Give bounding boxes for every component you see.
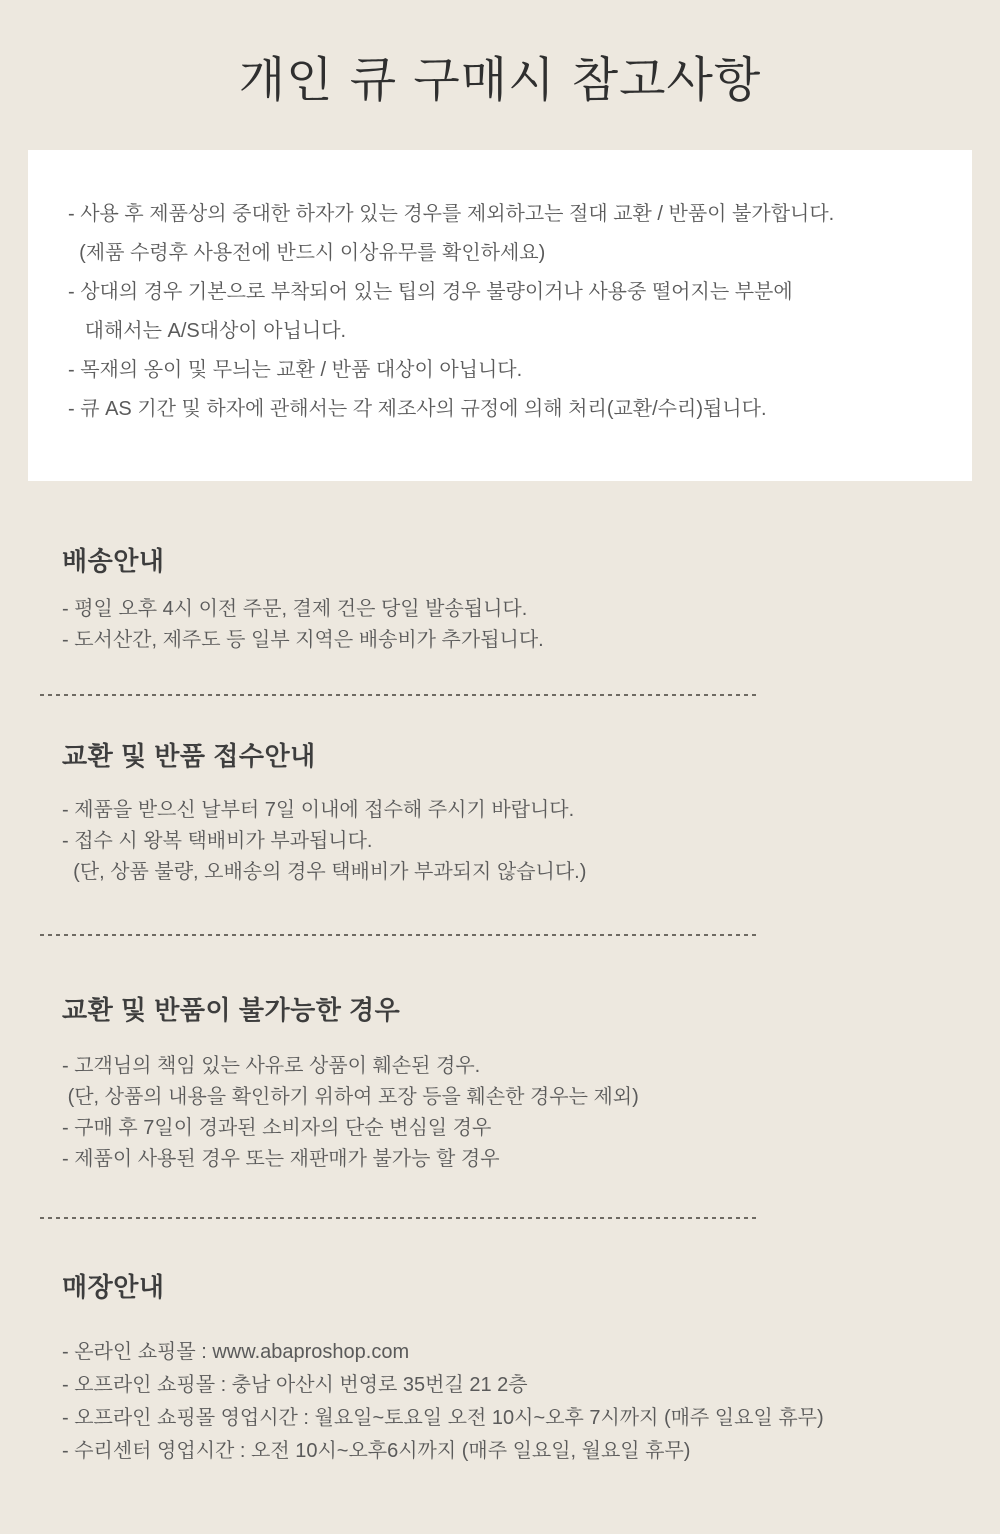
section-line: (단, 상품의 내용을 확인하기 위하여 포장 등을 훼손한 경우는 제외) xyxy=(62,1086,639,1108)
section-line: - 제품이 사용된 경우 또는 재판매가 불가능 할 경우 xyxy=(62,1148,500,1170)
section-line: - 도서산간, 제주도 등 일부 지역은 배송비가 추가됩니다. xyxy=(62,629,544,651)
section-line: - 고객님의 책임 있는 사유로 상품이 훼손된 경우. xyxy=(62,1055,481,1077)
notice-page xyxy=(0,50,1000,1534)
section-line: - 평일 오후 4시 이전 주문, 결제 건은 당일 발송됩니다. xyxy=(62,598,528,620)
sections-container xyxy=(0,541,1000,1468)
notice-box xyxy=(28,150,972,481)
notice-line: 대해서는 A/S대상이 아닙니다. xyxy=(68,320,347,342)
section-line: - 구매 후 7일이 경과된 소비자의 단순 변심일 경우 xyxy=(62,1117,492,1139)
section-return-request-lines xyxy=(62,795,960,888)
section-line: - 오프라인 쇼핑몰 영업시간 : 월요일~토요일 오전 10시~오후 7시까지 (매주 일요일 휴무) xyxy=(62,1407,824,1429)
section-shipping-lines xyxy=(62,594,960,656)
section-return-request xyxy=(62,736,960,888)
page-title: 개인 큐 구매시 참고사항 xyxy=(238,52,762,108)
section-line: - 오프라인 쇼핑몰 : 충남 아산시 번영로 35번길 21 2층 xyxy=(62,1374,528,1396)
notice-line: - 상대의 경우 기본으로 부착되어 있는 팁의 경우 불량이거나 사용중 떨어지는 부분에 xyxy=(68,281,793,303)
section-line: - 온라인 쇼핑몰 : www.abaproshop.com xyxy=(62,1341,410,1363)
dotted-divider xyxy=(40,934,756,936)
section-line: (단, 상품 불량, 오배송의 경우 택배비가 부과되지 않습니다.) xyxy=(62,861,587,883)
section-store-info-heading: 매장안내 xyxy=(62,1272,165,1302)
section-shipping xyxy=(62,541,960,656)
section-line: - 접수 시 왕복 택배비가 부과됩니다. xyxy=(62,830,373,852)
section-return-impossible-lines xyxy=(62,1051,960,1175)
section-return-request-heading: 교환 및 반품 접수안내 xyxy=(62,741,316,771)
section-store-info xyxy=(62,1267,960,1468)
section-store-info-lines xyxy=(62,1336,960,1468)
section-return-impossible xyxy=(62,990,960,1175)
dotted-divider xyxy=(40,1217,756,1219)
dotted-divider xyxy=(40,694,756,696)
notice-line: - 목재의 옹이 및 무늬는 교환 / 반품 대상이 아닙니다. xyxy=(68,359,523,381)
section-line: - 수리센터 영업시간 : 오전 10시~오후6시까지 (매주 일요일, 월요일 휴무) xyxy=(62,1440,691,1462)
section-return-impossible-heading: 교환 및 반품이 불가능한 경우 xyxy=(62,995,401,1025)
section-shipping-heading: 배송안내 xyxy=(62,546,165,576)
section-line: - 제품을 받으신 날부터 7일 이내에 접수해 주시기 바랍니다. xyxy=(62,799,575,821)
notice-line: - 사용 후 제품상의 중대한 하자가 있는 경우를 제외하고는 절대 교환 / 반품이 불가합니다. xyxy=(68,203,835,225)
notice-line: - 큐 AS 기간 및 하자에 관해서는 각 제조사의 규정에 의해 처리(교환/수리)됩니다. xyxy=(68,398,767,420)
notice-box-lines xyxy=(68,195,936,429)
notice-line: (제품 수령후 사용전에 반드시 이상유무를 확인하세요) xyxy=(68,242,546,264)
